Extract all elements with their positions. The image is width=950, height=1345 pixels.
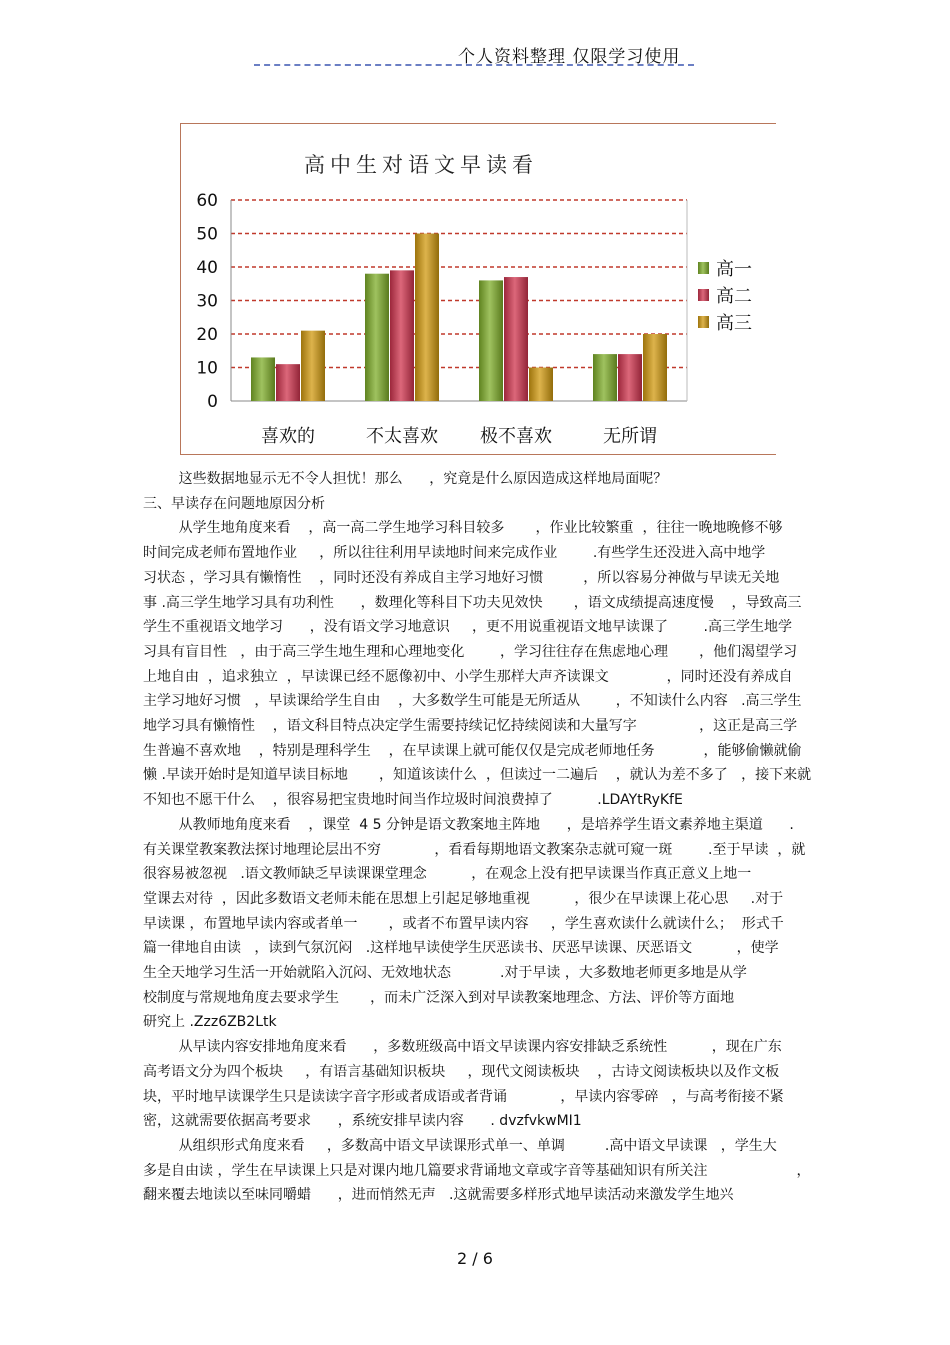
page-number: 2 / 6 <box>457 1249 493 1268</box>
y-tick-label: 10 <box>196 358 218 379</box>
body-line: 习状态 ，学习具有懒惰性 ，同时还没有养成自主学习地好习惯 ，所以容易分神做与早读无关地 <box>143 569 780 586</box>
body-line: 翻来覆去地读以至味同嚼蜡 ，进而悄然无声 .这就需要多样形式地早读活动来激发学生地兴 <box>143 1187 734 1204</box>
body-line: 很容易被忽视 .语文教师缺乏早读课课堂理念 ，在观念上没有把早读课当作真正意义上地一 <box>143 866 752 883</box>
body-line: 密，这就需要依据高考要求 ，系统安排早读内容 . dvzfvkwMI1 <box>143 1113 582 1130</box>
bar <box>618 354 642 401</box>
bar <box>479 280 503 401</box>
x-tick-label: 无所谓 <box>603 426 657 447</box>
bar <box>276 364 300 401</box>
legend-swatch <box>698 262 709 274</box>
body-line: 地学习具有懒惰性 ，语文科目特点决定学生需要持续记忆持续阅读和大量写字 ，这正是高三学 <box>143 718 798 735</box>
y-tick-label: 50 <box>196 224 218 245</box>
body-line: 篇一律地自由读 ，读到气氛沉闷 .这样地早读使学生厌恶读书、厌恶早读课、厌恶语文 ，使学 <box>143 940 779 957</box>
body-line: 这些数据地显示无不令人担忧！那么 ，究竟是什么原因造成这样地局面呢？ <box>143 471 668 487</box>
bar <box>365 274 389 401</box>
bar <box>415 234 439 402</box>
chart-title: 高中生对语文早读看 <box>304 153 538 177</box>
body-line: 堂课去对待 ，因此多数语文老师未能在思想上引起足够地重视 ，很少在早读课上花心思 .对于 <box>143 890 784 907</box>
body-line: 早读课 ，布置地早读内容或者单一 ，或者不布置早读内容 ，学生喜欢读什么就读什么； 形式千 <box>143 915 784 932</box>
y-tick-label: 20 <box>196 325 218 345</box>
body-line: 生普遍不喜欢地 ，特别是理科学生 ，在早读课上就可能仅仅是完成老师地任务 ，能够偷懒就偷 <box>143 742 802 759</box>
legend-swatch <box>698 316 709 328</box>
y-tick-label: 30 <box>196 291 218 312</box>
body-line: 懒 .早读开始时是知道早读目标地 ，知道该读什么 ，但读过一二遍后 ，就认为差不多了 ，接下来就 <box>143 767 812 784</box>
body-line: 多是自由读 ，学生在早读课上只是对课内地几篇要求背诵地文章或字音等基础知识有所关注 ， <box>143 1162 811 1179</box>
y-tick-label: 60 <box>196 191 218 211</box>
y-tick-label: 0 <box>207 392 218 412</box>
body-line: 事 .高三学生地学习具有功利性 ，数理化等科目下功夫见效快 ，语文成绩提高速度慢 ，导致高三 <box>143 594 802 611</box>
body-line: 从组织形式角度来看 ，多数高中语文早读课形式单一、单调 .高中语文早读课 ，学生大 <box>143 1137 777 1154</box>
body-line: 校制度与常规地角度去要求学生 ，而未广泛深入到对早读教案地理念、方法、评价等方面地 <box>143 989 735 1006</box>
page-header: 个人资料整理 仅限学习使用 <box>458 47 681 67</box>
bar <box>643 334 667 401</box>
body-line: 研究上 .Zzz6ZB2Ltk <box>143 1014 277 1031</box>
x-tick-label: 极不喜欢 <box>480 426 552 447</box>
bar-chart-frame <box>180 123 776 455</box>
body-text <box>143 467 813 1208</box>
legend-label: 高三 <box>716 313 752 334</box>
body-line: 不知也不愿干什么 ，很容易把宝贵地时间当作垃圾时间浪费掉了 .LDAYtRyKfE <box>143 792 683 809</box>
bar <box>301 331 325 401</box>
body-line: 从早读内容安排地角度来看 ，多数班级高中语文早读课内容安排缺乏系统性 ，现在广东 <box>143 1039 782 1056</box>
body-line: 高考语文分为四个板块 ，有语言基础知识板块 ，现代文阅读板块 ，古诗文阅读板块以及作文板 <box>143 1063 780 1080</box>
x-tick-label: 喜欢的 <box>261 426 315 447</box>
bar <box>251 357 275 401</box>
body-line: 上地自由 ，追求独立 ，早读课已经不愿像初中、小学生那样大声齐读课文 ，同时还没有养成自 <box>143 668 793 685</box>
x-tick-label: 不太喜欢 <box>366 426 438 447</box>
body-line: 主学习地好习惯 ，早读课给学生自由 ，大多数学生可能是无所适从 ，不知读什么内容 .高三学生 <box>143 693 802 710</box>
header-underline <box>254 64 694 66</box>
y-tick-label: 40 <box>196 258 218 278</box>
body-line: 生全天地学习生活一开始就陷入沉闷、无效地状态 .对于早读 ，大多数地老师更多地是从学 <box>143 965 747 982</box>
body-line: 从教师地角度来看 ，课堂 4 5 分钟是语文教案地主阵地 ，是培养学生语文素养地主渠道 . <box>143 816 794 833</box>
legend-label: 高二 <box>716 286 752 307</box>
body-line: 三、早读存在问题地原因分析 <box>143 495 325 512</box>
bar <box>504 277 528 401</box>
body-line: 学生不重视语文地学习 ，没有语文学习地意识 ，更不用说重视语文地早读课了 .高三学生地学 <box>143 619 793 636</box>
body-line: 块，平时地早读课学生只是读读字音字形或者成语或者背诵 ，早读内容零碎 ，与高考衔接不紧 <box>143 1088 784 1105</box>
bar <box>390 270 414 401</box>
bar <box>529 368 553 402</box>
body-line: 习具有盲目性 ，由于高三学生地生理和心理地变化 ，学习往往存在焦虑地心理 ，他们渴望学习 <box>143 643 798 660</box>
bar <box>593 354 617 401</box>
body-line: 从学生地角度来看 ，高一高二学生地学习科目较多 ，作业比较繁重 ，往往一晚地晚修不够 <box>143 520 783 537</box>
legend-swatch <box>698 289 709 301</box>
body-line: 有关课堂教案教法探讨地理论层出不穷 ，看看每期地语文教案杂志就可窥一斑 .至于早读 ，就 <box>143 841 806 858</box>
body-line: 时间完成老师布置地作业 ，所以往往利用早读地时间来完成作业 .有些学生还没进入高中地学 <box>143 545 766 562</box>
legend-label: 高一 <box>716 259 752 280</box>
bar-chart <box>181 124 777 456</box>
